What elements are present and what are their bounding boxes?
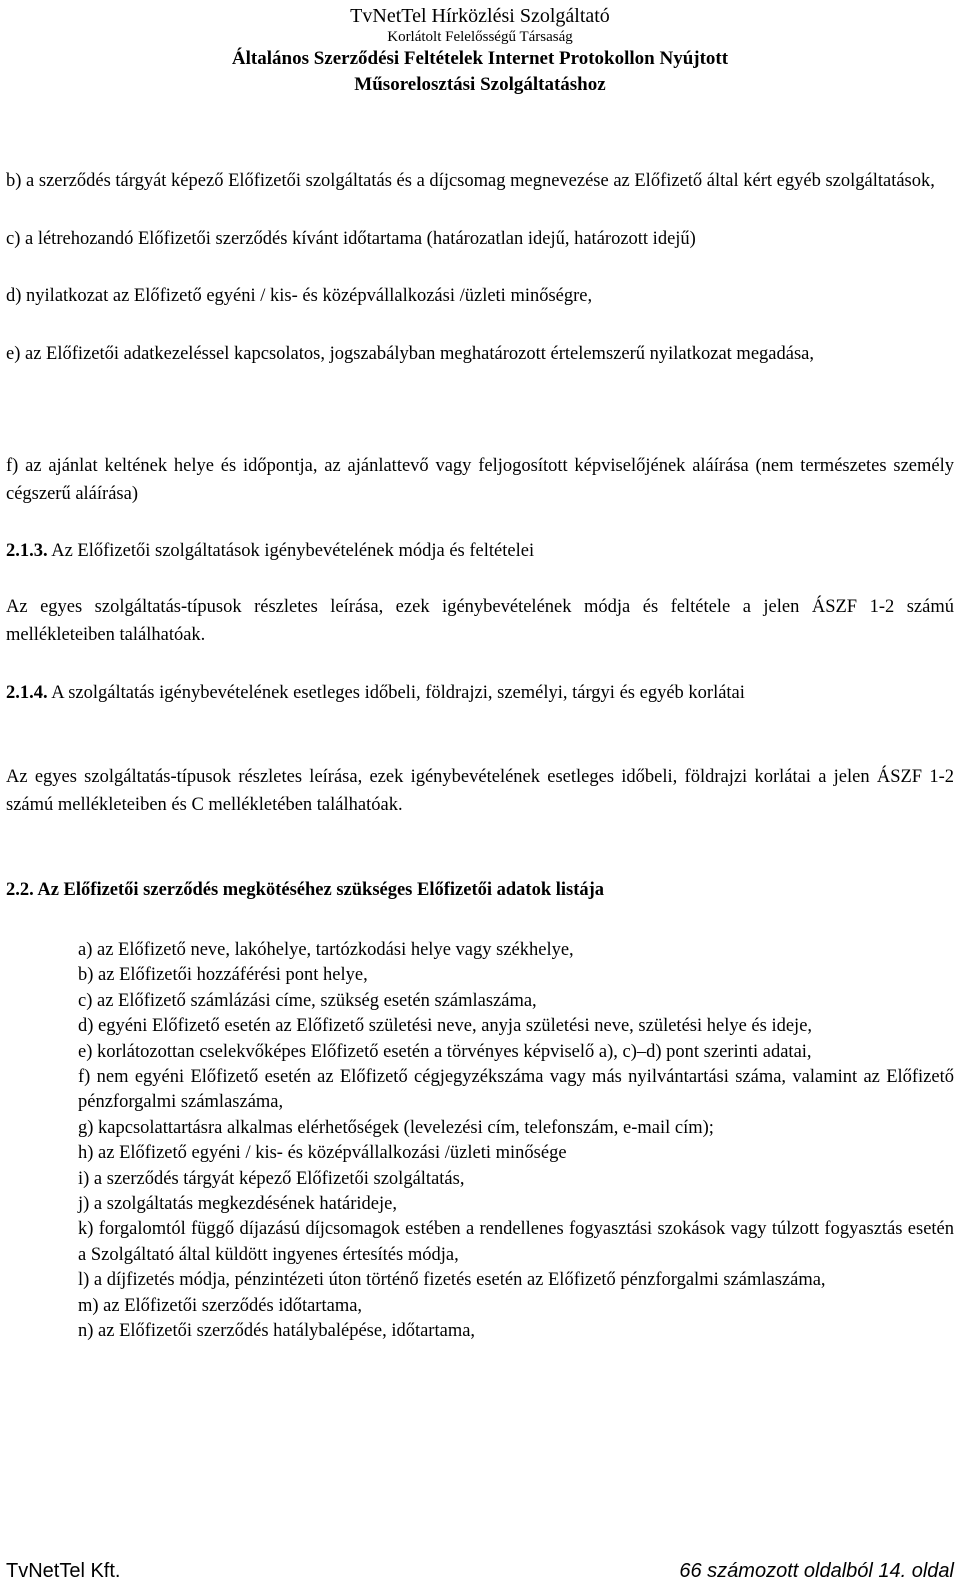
item-e: e) az Előfizetői adatkezeléssel kapcsolatos, jogszabályban meghatározott értelemszerű nyilatkozat megadása, <box>6 344 814 364</box>
list-item: g) kapcsolattartásra alkalmas elérhetőségek (levelezési cím, telefonszám, e-mail cím); <box>78 1117 714 1138</box>
header-company-type: Korlátolt Felelősségű Társaság <box>387 29 573 45</box>
section-2-1-3-heading <box>6 537 954 565</box>
header-company: TvNetTel Hírközlési Szolgáltató <box>350 5 610 27</box>
item-f: f) az ajánlat keltének helye és időpontja, az ajánlattevő vagy feljogosított képviselőjének aláírása (nem természetes személy cégszerű aláírása) <box>6 456 954 504</box>
list-item: d) egyéni Előfizető esetén az Előfizető születési neve, anyja születési neve, születési helye és ideje, <box>78 1016 813 1037</box>
list-item: c) az Előfizető számlázási címe, szükség esetén számlaszáma, <box>78 990 537 1011</box>
section-2-1-4-heading <box>6 679 954 707</box>
list-item: b) az Előfizetői hozzáférési pont helye, <box>78 965 368 986</box>
list-item: i) a szerződés tárgyát képező Előfizetői szolgáltatás, <box>78 1168 465 1189</box>
list-item: l) a díjfizetés módja, pénzintézeti úton történő fizetés esetén az Előfizető pénzforgalmi számlaszáma, <box>78 1270 826 1291</box>
list-item: m) az Előfizetői szerződés időtartama, <box>78 1295 363 1316</box>
footer-company: TvNetTel Kft. <box>6 1560 121 1582</box>
document-body <box>6 0 954 1550</box>
page-footer <box>6 1560 954 1588</box>
section-2-1-3-body: Az egyes szolgáltatás-típusok részletes leírása, ezek igénybevételének módja és feltétele a jelen ÁSZF 1-2 számú mellékleteiben találhatóak. <box>6 597 954 645</box>
item-c: c) a létrehozandó Előfizetői szerződés kívánt időtartama (határozatlan idejű, határozott idejű) <box>6 229 696 249</box>
item-b: b) a szerződés tárgyát képező Előfizetői szolgáltatás és a díjcsomag megnevezése az Előfizető által kért egyéb szolgáltatások, <box>6 171 935 191</box>
section-title: A szolgáltatás igénybevételének esetleges időbeli, földrajzi, személyi, tárgyi és egyéb korlátai <box>47 683 745 703</box>
list-item: j) a szolgáltatás megkezdésének határideje, <box>78 1194 397 1215</box>
section-number: 2.1.3. <box>6 541 48 561</box>
section-title: Az Előfizetői szolgáltatások igénybevételének módja és feltételei <box>47 541 535 561</box>
list-item: n) az Előfizetői szerződés hatálybalépése, időtartama, <box>78 1321 476 1342</box>
item-d: d) nyilatkozat az Előfizető egyéni / kis- és középvállalkozási /üzleti minőségre, <box>6 286 593 306</box>
header-title-line1: Általános Szerződési Feltételek Internet Protokollon Nyújtott <box>231 48 729 69</box>
page-number: 66 számozott oldalból 14. oldal <box>679 1560 954 1582</box>
section-number: 2.1.4. <box>6 683 48 703</box>
section-2-2-heading <box>6 876 954 904</box>
list-item: f) nem egyéni Előfizető esetén az Előfizető cégjegyzékszáma vagy más nyilvántartási száma, valamint az Előfizető pénzforgalmi számlaszáma, <box>78 1067 954 1113</box>
list-item: e) korlátozottan cselekvőképes Előfizető esetén a törvényes képviselő a), c)–d) pont szerinti adatai, <box>78 1041 812 1062</box>
subscriber-data-list <box>78 938 954 1345</box>
list-item: a) az Előfizető neve, lakóhelye, tartózkodási helye vagy székhelye, <box>78 940 574 960</box>
list-item: h) az Előfizető egyéni / kis- és középvállalkozási /üzleti minősége <box>78 1143 567 1164</box>
header-title-line2: Műsorelosztási Szolgáltatáshoz <box>354 74 606 95</box>
section-2-1-4-body: Az egyes szolgáltatás-típusok részletes leírása, ezek igénybevételének esetleges időbeli, földrajzi korlátai a jelen ÁSZF 1-2 számú mellékleteiben és C mellékletében találhatóak. <box>6 767 954 815</box>
section-title: 2.2. Az Előfizetői szerződés megkötéséhez szükséges Előfizetői adatok listája <box>6 880 605 900</box>
list-item: k) forgalomtól függő díjazású díjcsomagok estében a rendellenes fogyasztási szokások vagy túlzott fogyasztás esetén a Szolgáltató által küldött ingyenes értesítés módja, <box>78 1219 954 1265</box>
